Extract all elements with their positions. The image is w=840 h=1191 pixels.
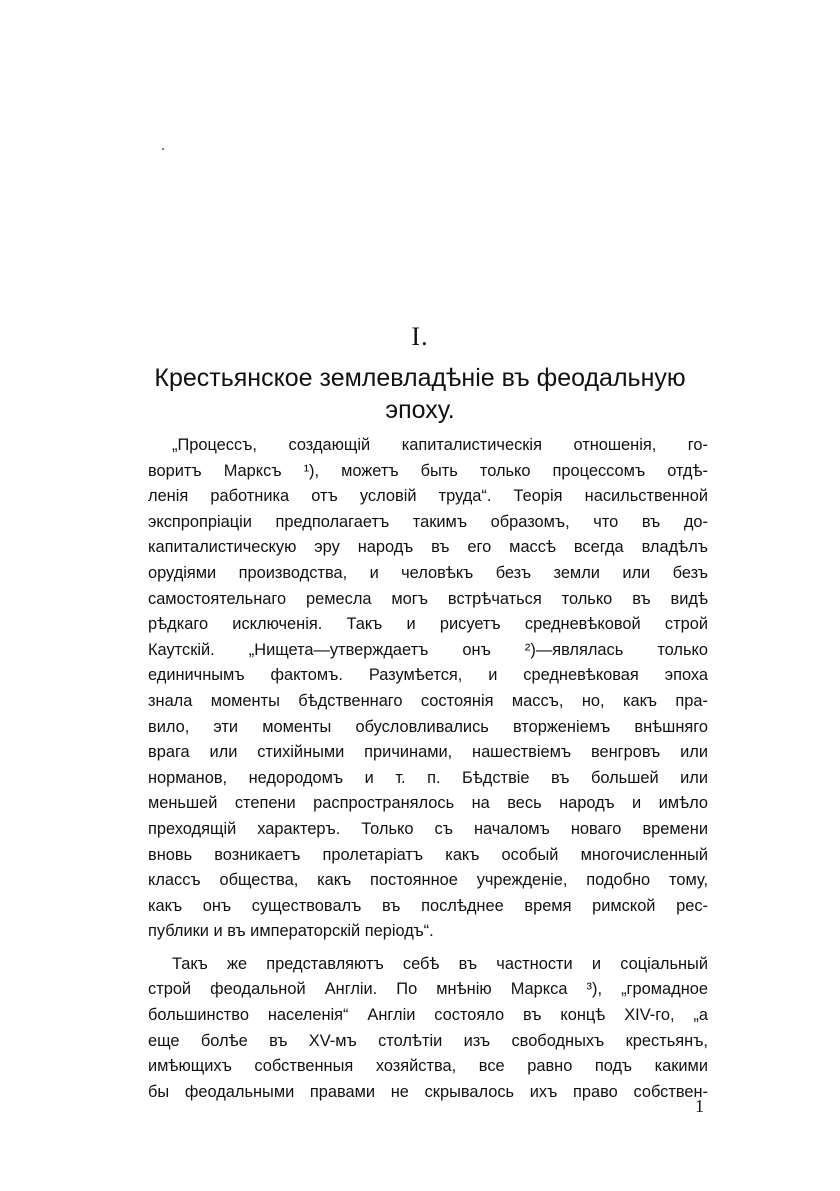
text-line: врага или стихійными причинами, нашествіемъ венгровъ или xyxy=(148,743,708,762)
chapter-title xyxy=(140,362,700,426)
text-line: знала моменты бѣдственнаго состоянія массъ, но, какъ пра- xyxy=(148,691,708,710)
text-line: меньшей степени распространялось на весь народъ и имѣло xyxy=(148,794,708,813)
text-line: Каутскій. „Нищета—утверждаетъ онъ ²)—являлась только xyxy=(148,640,708,659)
text-line: „Процессъ, создающій капиталистическія отношенія, го- xyxy=(172,436,708,454)
text-line: экспропріаціи предполагаетъ такимъ образомъ, что въ до- xyxy=(148,512,708,531)
text-line: ленія работника отъ условій труда“. Теорія насильственной xyxy=(148,487,708,506)
text-line: воритъ Марксъ ¹), можетъ быть только процессомъ отдѣ- xyxy=(148,461,708,480)
text-line: какъ онъ существовалъ въ послѣднее время римской рес- xyxy=(148,896,708,915)
paper-speck xyxy=(162,148,164,150)
text-line: рѣдкаго исключенія. Такъ и рисуетъ средневѣковой строй xyxy=(148,615,708,634)
text-line: Такъ же представляютъ себѣ въ частности и соціальный xyxy=(172,954,708,973)
chapter-title-line: Крестьянское землевладѣніе въ феодальную xyxy=(154,364,686,392)
paragraph-2 xyxy=(148,952,708,1106)
text-line: самостоятельнаго ремесла могъ встрѣчаться только въ видѣ xyxy=(148,589,708,608)
chapter-number: I. xyxy=(411,322,429,351)
text-line: вило, эти моменты обусловливались вторженіемъ внѣшняго xyxy=(148,717,708,736)
text-line: еще болѣе въ XV-мъ столѣтіи изъ свободныхъ крестьянъ, xyxy=(148,1031,708,1050)
body-text xyxy=(148,433,708,1105)
text-line: вновь возникаетъ пролетаріатъ какъ особый многочисленный xyxy=(148,845,708,864)
paragraph-1 xyxy=(148,433,708,945)
text-line: классъ общества, какъ постоянное учрежденіе, подобно тому, xyxy=(148,871,708,890)
text-line: имѣющихъ собственныя хозяйства, все равно подъ какими xyxy=(148,1057,708,1076)
text-line: публики и въ императорскій періодъ“. xyxy=(148,922,434,941)
chapter-title-line: эпоху. xyxy=(385,396,455,424)
text-line: капиталистическую эру народъ въ его массѣ всегда владѣлъ xyxy=(148,538,708,557)
text-line: большинство населенія“ Англіи состояло въ концѣ XIV-го, „а xyxy=(148,1006,708,1025)
text-line: норманов, недородомъ и т. п. Бѣдствіе въ большей или xyxy=(148,768,708,787)
text-line: строй феодальной Англіи. По мнѣнію Маркса ³), „громадное xyxy=(148,980,708,999)
text-line: единичнымъ фактомъ. Разумѣется, и средневѣковая эпоха xyxy=(148,666,708,685)
text-line: бы феодальными правами не скрывалось ихъ право собствен- xyxy=(148,1082,708,1101)
text-line: орудіями производства, и человѣкъ безъ земли или безъ xyxy=(148,563,708,582)
text-line: преходящій характеръ. Только съ началомъ новаго времени xyxy=(148,819,708,838)
page-number: 1 xyxy=(695,1096,704,1116)
